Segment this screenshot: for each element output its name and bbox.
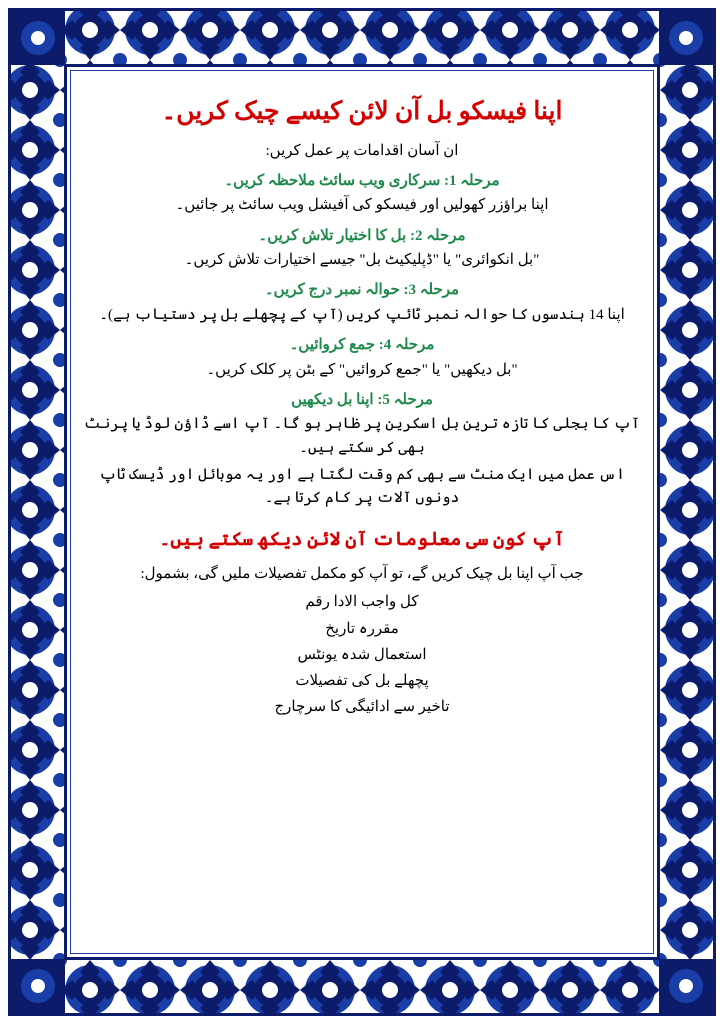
step-1-heading: مرحلہ 1: سرکاری ویب سائٹ ملاحظہ کریں۔ xyxy=(224,172,500,189)
list-item: تاخیر سے ادائیگی کا سرچارج xyxy=(274,699,450,716)
step-5-body: آپ کا بجلی کا تازہ ترین بل اسکرین پر ظاہر ہو گا۔ آپ اسے ڈاؤن لوڈ یا پرنٹ بھی کر سکتے ہیں۔ xyxy=(84,416,640,456)
section-title-online-info: آپ کون سی معلومات آن لائن دیکھ سکتے ہیں۔ xyxy=(159,529,565,551)
list-item: استعمال شدہ یونٹس xyxy=(297,646,427,663)
step-1-body: اپنا براؤزر کھولیں اور فیسکو کی آفیشل ویب سائٹ پر جائیں۔ xyxy=(175,197,549,214)
list-item: کل واجب الادا رقم xyxy=(305,594,419,611)
step-4-heading: مرحلہ 4: جمع کروائیں۔ xyxy=(289,337,435,353)
step-2-heading: مرحلہ 2: بل کا اختیار تلاش کریں۔ xyxy=(258,227,466,244)
page-title: اپنا فیسکو بل آن لائن کیسے چیک کریں۔ xyxy=(161,98,563,125)
step-3-heading: مرحلہ 3: حوالہ نمبر درج کریں۔ xyxy=(264,282,460,299)
list-item: پچھلے بل کی تفصیلات xyxy=(295,673,429,689)
list-item: مقررہ تاریخ xyxy=(325,620,399,637)
document-content xyxy=(76,80,648,950)
step-3-body: اپنا 14 ہندسوں کا حوالہ نمبر ٹائپ کریں (آپ کے پچھلے بل پر دستیاب ہے)۔ xyxy=(99,306,625,323)
step-5-heading: مرحلہ 5: اپنا بل دیکھیں xyxy=(291,391,433,408)
step-4-body: "بل دیکھیں" یا "جمع کروائیں" کے بٹن پر کلک کریں۔ xyxy=(206,361,518,378)
step-2-body: "بل انکوائری" یا "ڈپلیکیٹ بل" جیسے اختیارات تلاش کریں۔ xyxy=(184,252,540,268)
process-note: اس عمل میں ایک منٹ سے بھی کم وقت لگتا ہے اور یہ موبائل اور ڈیسک ٹاپ دونوں آلات پر کام کرتا ہے۔ xyxy=(99,466,625,506)
intro-text: ان آسان اقدامات پر عمل کریں: xyxy=(265,143,459,160)
info-intro: جب آپ اپنا بل چیک کریں گے، تو آپ کو مکمل تفصیلات ملیں گی، بشمول: xyxy=(140,565,584,582)
